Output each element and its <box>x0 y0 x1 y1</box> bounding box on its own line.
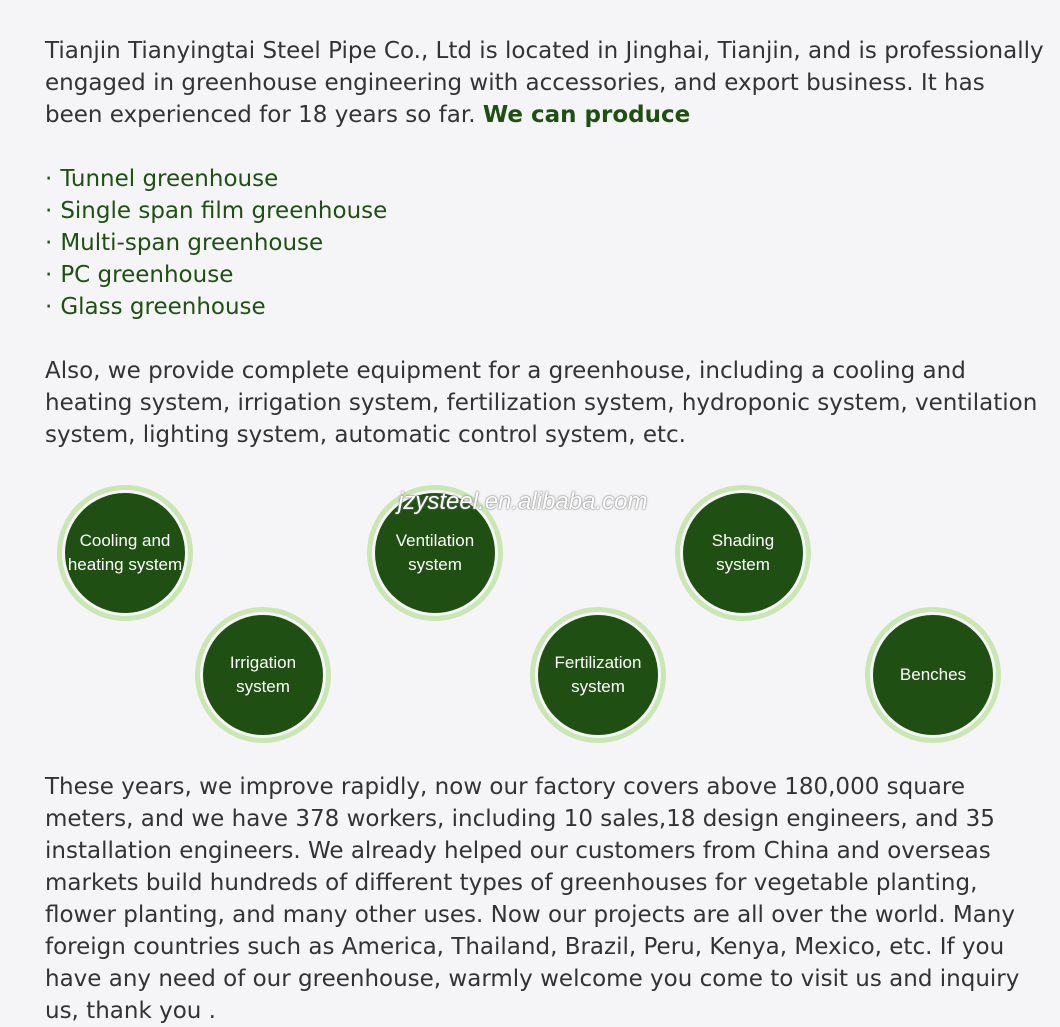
list-item <box>45 291 387 323</box>
system-badge-cooling-heating <box>57 485 193 621</box>
about-paragraph: These years, we improve rapidly, now our factory covers above 180,000 square meters, and we have 378 workers, including 10 sales,18 design engineers, and 35 installation engineers. We already helped our customers from China and overseas markets build hundreds of different types of greenhouses for vegetable planting, flower planting, and many other uses. Now our projects are all over the world. Many foreign countries such as America, Thailand, Brazil, Peru, Kenya, Mexico, etc. If you have any need of our greenhouse, warmly welcome you come to visit us and inquiry us, thank you . <box>45 774 1020 1024</box>
intro-paragraph <box>45 35 1045 131</box>
system-label: Benches <box>873 615 993 735</box>
list-item <box>45 227 387 259</box>
equipment-paragraph: Also, we provide complete equipment for a greenhouse, including a cooling and heating system, irrigation system, fertilization system, hydroponic system, ventilation system, lighting system, automatic control system, etc. <box>45 358 1038 448</box>
list-item <box>45 259 387 291</box>
bullet-icon: · <box>45 294 53 320</box>
product-label: Single span film greenhouse <box>60 198 388 224</box>
system-badge-irrigation <box>195 607 331 743</box>
product-label: Tunnel greenhouse <box>60 166 279 192</box>
product-list <box>45 163 387 323</box>
system-label: Ventilation system <box>375 493 495 613</box>
list-item <box>45 195 387 227</box>
system-label: Irrigation system <box>203 615 323 735</box>
product-label: Multi-span greenhouse <box>60 230 324 256</box>
system-badge-benches <box>865 607 1001 743</box>
bullet-icon: · <box>45 262 53 288</box>
watermark: jzysteel.en.alibaba.com <box>398 488 648 515</box>
product-label: Glass greenhouse <box>60 294 266 320</box>
system-label: Cooling and heating system <box>65 493 185 613</box>
system-label: Shading system <box>683 493 803 613</box>
bullet-icon: · <box>45 198 53 224</box>
system-badge-fertilization <box>530 607 666 743</box>
intro-text: Tianjin Tianyingtai Steel Pipe Co., Ltd is located in Jinghai, Tianjin, and is professionally engaged in greenhouse engineering with accessories, and export business. It has been experienced for 18 years so far. <box>45 38 1044 128</box>
product-label: PC greenhouse <box>60 262 234 288</box>
list-item <box>45 163 387 195</box>
system-label: Fertilization system <box>538 615 658 735</box>
system-badge-shading <box>675 485 811 621</box>
bullet-icon: · <box>45 166 53 192</box>
intro-highlight: We can produce <box>482 102 691 128</box>
bullet-icon: · <box>45 230 53 256</box>
